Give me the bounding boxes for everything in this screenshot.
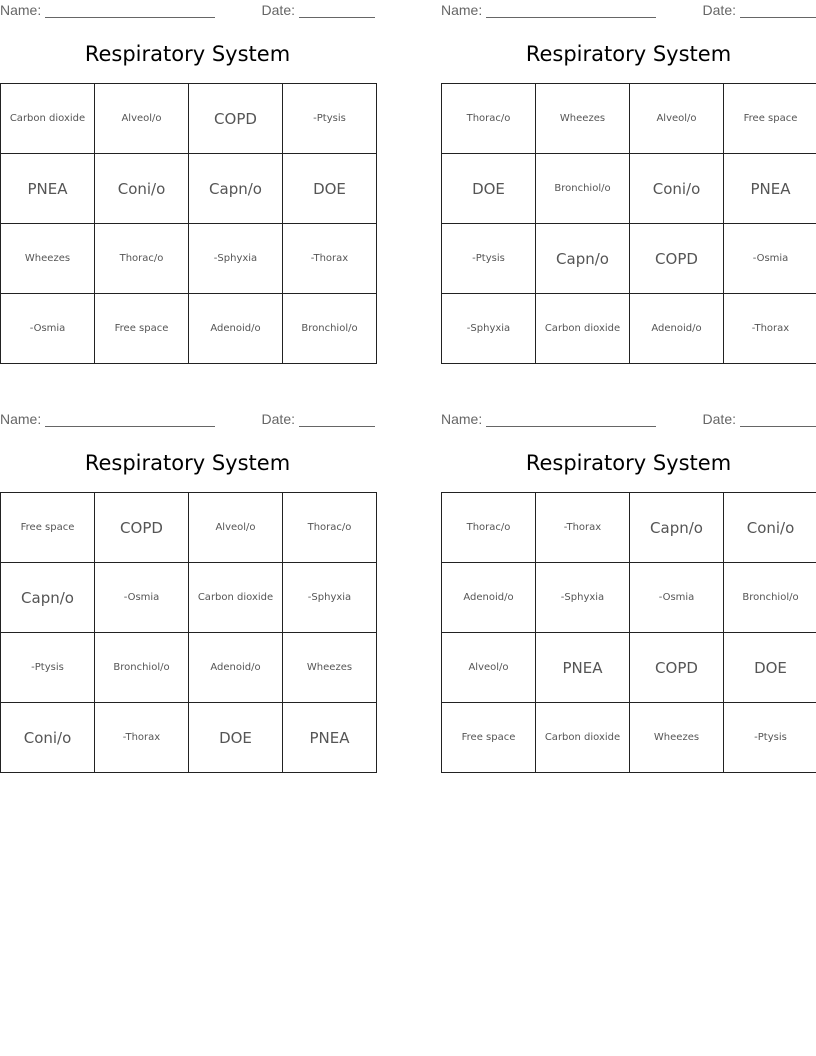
card-title: Respiratory System: [84, 451, 291, 475]
grid-cell: Wheezes: [1, 224, 95, 294]
grid-cell: Capn/o: [189, 154, 283, 224]
date-field[interactable]: [262, 2, 375, 18]
grid-cell: Alveol/o: [189, 493, 283, 563]
name-blank-line[interactable]: [486, 3, 656, 18]
card-header: [0, 409, 375, 429]
grid-cell: Thorac/o: [283, 493, 377, 563]
name-label: Name:: [441, 411, 483, 427]
grid-cell: PNEA: [724, 154, 816, 224]
grid-cell: -Ptysis: [442, 224, 536, 294]
grid-cell: Bronchiol/o: [724, 563, 816, 633]
grid-cell: Capn/o: [630, 493, 724, 563]
grid-cell: Bronchiol/o: [283, 294, 377, 364]
date-label: Date:: [261, 411, 295, 427]
grid-cell: DOE: [189, 703, 283, 773]
date-blank-line[interactable]: [740, 412, 816, 427]
grid-cell: -Thorax: [724, 294, 816, 364]
grid-row: [442, 493, 816, 563]
name-blank-line[interactable]: [45, 412, 215, 427]
bingo-card-3: [0, 409, 375, 774]
grid-cell: Adenoid/o: [442, 563, 536, 633]
grid-cell: PNEA: [1, 154, 95, 224]
name-label: Name:: [441, 2, 483, 18]
grid-cell: Adenoid/o: [189, 633, 283, 703]
card-header: [441, 0, 816, 20]
grid-cell: -Ptysis: [724, 703, 816, 773]
bingo-card-2: [441, 0, 816, 365]
grid-cell: Thorac/o: [442, 493, 536, 563]
grid-row: [442, 703, 816, 773]
name-field[interactable]: [0, 411, 215, 427]
bingo-card-1: [0, 0, 375, 365]
grid-cell: Bronchiol/o: [536, 154, 630, 224]
grid-row: [442, 224, 816, 294]
date-label: Date:: [702, 411, 736, 427]
card-title: Respiratory System: [525, 451, 732, 475]
grid-cell: -Thorax: [536, 493, 630, 563]
grid-cell: DOE: [442, 154, 536, 224]
card-header: [0, 0, 375, 20]
grid-row: [442, 563, 816, 633]
grid-cell: Wheezes: [283, 633, 377, 703]
grid-cell: -Osmia: [1, 294, 95, 364]
name-blank-line[interactable]: [486, 412, 656, 427]
card-title: Respiratory System: [525, 42, 732, 66]
grid-cell: Carbon dioxide: [1, 84, 95, 154]
grid-cell: PNEA: [536, 633, 630, 703]
free-space-cell: Free space: [442, 703, 536, 773]
grid-cell: Alveol/o: [95, 84, 189, 154]
grid-row: [1, 294, 377, 364]
grid-row: [1, 224, 377, 294]
name-blank-line[interactable]: [45, 3, 215, 18]
bingo-grid: [441, 83, 816, 364]
date-field[interactable]: [703, 411, 816, 427]
grid-cell: COPD: [189, 84, 283, 154]
grid-cell: -Osmia: [95, 563, 189, 633]
grid-cell: -Osmia: [724, 224, 816, 294]
grid-cell: COPD: [95, 493, 189, 563]
free-space-cell: Free space: [724, 84, 816, 154]
grid-row: [442, 633, 816, 703]
grid-cell: Coni/o: [95, 154, 189, 224]
date-blank-line[interactable]: [299, 3, 375, 18]
grid-cell: COPD: [630, 224, 724, 294]
grid-cell: -Sphyxia: [536, 563, 630, 633]
grid-row: [442, 154, 816, 224]
grid-row: [1, 703, 377, 773]
grid-row: [442, 294, 816, 364]
bingo-grid: [0, 83, 377, 364]
grid-cell: Carbon dioxide: [189, 563, 283, 633]
grid-cell: Wheezes: [630, 703, 724, 773]
grid-cell: Thorac/o: [442, 84, 536, 154]
grid-cell: -Ptysis: [283, 84, 377, 154]
grid-row: [442, 84, 816, 154]
grid-cell: Wheezes: [536, 84, 630, 154]
card-title: Respiratory System: [84, 42, 291, 66]
grid-cell: Capn/o: [1, 563, 95, 633]
grid-cell: Capn/o: [536, 224, 630, 294]
date-field[interactable]: [262, 411, 375, 427]
grid-cell: COPD: [630, 633, 724, 703]
grid-cell: -Sphyxia: [442, 294, 536, 364]
grid-cell: Carbon dioxide: [536, 703, 630, 773]
grid-row: [1, 563, 377, 633]
date-label: Date:: [261, 2, 295, 18]
name-field[interactable]: [441, 2, 656, 18]
card-header: [441, 409, 816, 429]
name-field[interactable]: [441, 411, 656, 427]
bingo-card-4: [441, 409, 816, 774]
name-label: Name:: [0, 2, 42, 18]
grid-cell: Coni/o: [724, 493, 816, 563]
grid-cell: Alveol/o: [630, 84, 724, 154]
grid-row: [1, 633, 377, 703]
grid-cell: -Osmia: [630, 563, 724, 633]
grid-cell: Bronchiol/o: [95, 633, 189, 703]
date-blank-line[interactable]: [299, 412, 375, 427]
grid-row: [1, 84, 377, 154]
grid-cell: Coni/o: [1, 703, 95, 773]
grid-cell: Alveol/o: [442, 633, 536, 703]
grid-cell: Adenoid/o: [189, 294, 283, 364]
grid-cell: -Thorax: [283, 224, 377, 294]
grid-cell: -Ptysis: [1, 633, 95, 703]
grid-cell: Thorac/o: [95, 224, 189, 294]
grid-cell: Adenoid/o: [630, 294, 724, 364]
bingo-grid: [441, 492, 816, 773]
date-field[interactable]: [703, 2, 816, 18]
grid-cell: DOE: [724, 633, 816, 703]
grid-row: [1, 493, 377, 563]
date-blank-line[interactable]: [740, 3, 816, 18]
grid-cell: DOE: [283, 154, 377, 224]
name-label: Name:: [0, 411, 42, 427]
date-label: Date:: [702, 2, 736, 18]
free-space-cell: Free space: [1, 493, 95, 563]
grid-row: [1, 154, 377, 224]
grid-cell: Carbon dioxide: [536, 294, 630, 364]
bingo-grid: [0, 492, 377, 773]
grid-cell: -Thorax: [95, 703, 189, 773]
grid-cell: PNEA: [283, 703, 377, 773]
grid-cell: Coni/o: [630, 154, 724, 224]
grid-cell: -Sphyxia: [283, 563, 377, 633]
free-space-cell: Free space: [95, 294, 189, 364]
grid-cell: -Sphyxia: [189, 224, 283, 294]
name-field[interactable]: [0, 2, 215, 18]
